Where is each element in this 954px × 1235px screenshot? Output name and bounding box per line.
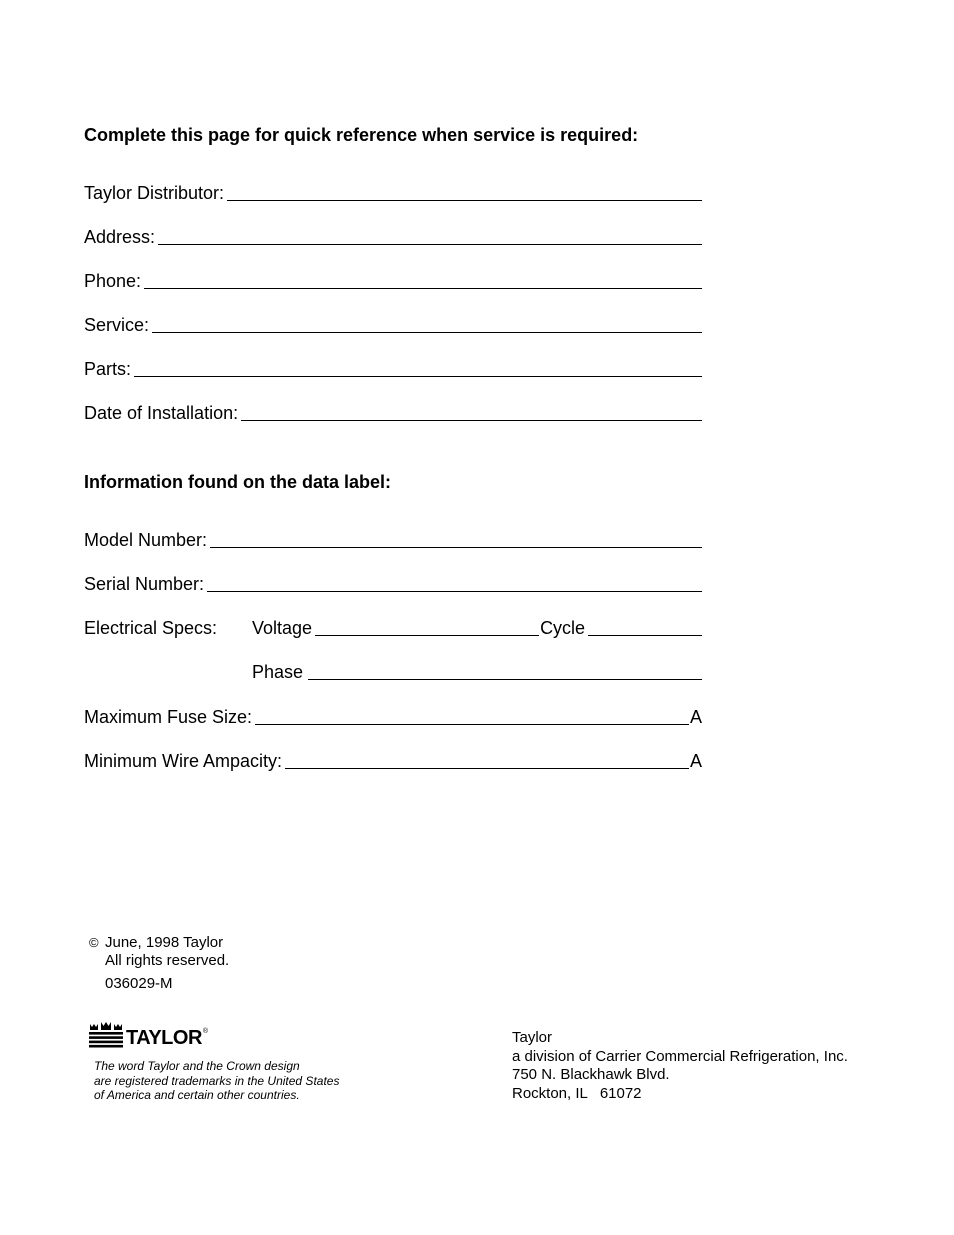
min-wire-ampacity-row: [84, 746, 702, 772]
address-line: Rockton, IL 61072: [512, 1084, 642, 1102]
voltage-field[interactable]: [315, 613, 539, 636]
taylor-distributor-label: Taylor Distributor:: [84, 183, 225, 203]
max-fuse-size-field[interactable]: [255, 702, 689, 725]
address-line: 750 N. Blackhawk Blvd.: [512, 1066, 670, 1083]
taylor-distributor-field[interactable]: [227, 178, 702, 201]
parts-row: [84, 354, 702, 380]
trademark-notice: [94, 1059, 339, 1103]
copyright-line: June, 1998 Taylor: [105, 934, 224, 951]
phase-label: Phase: [252, 662, 304, 682]
taylor-logo: [89, 1022, 208, 1048]
model-number-field[interactable]: [210, 525, 702, 548]
phase-row: [252, 657, 702, 683]
address-line: a division of Carrier Commercial Refrigeration, Inc.: [512, 1047, 848, 1065]
parts-label: Parts:: [84, 359, 132, 379]
registered-mark: ®: [202, 1028, 209, 1035]
serial-number-field[interactable]: [207, 569, 702, 592]
document-number: 036029-M: [105, 975, 173, 992]
address-label: Address:: [84, 227, 156, 247]
min-wire-ampacity-field[interactable]: [285, 746, 689, 769]
trademark-line: The word Taylor and the Crown design: [94, 1059, 300, 1073]
parts-field[interactable]: [134, 354, 702, 377]
service-heading: Complete this page for quick reference when service is required:: [84, 125, 639, 145]
service-field[interactable]: [152, 310, 702, 333]
min-wire-ampacity-label: Minimum Wire Ampacity:: [84, 751, 283, 771]
company-address: [512, 1029, 848, 1103]
electrical-specs-label: Electrical Specs:: [84, 618, 218, 638]
date-of-installation-row: [84, 398, 702, 424]
serial-number-row: [84, 569, 702, 595]
copyright-symbol: ©: [89, 935, 99, 950]
model-number-row: [84, 525, 702, 551]
max-fuse-size-unit: A: [689, 707, 702, 727]
min-wire-ampacity-unit: A: [689, 751, 702, 771]
crown-icon: [89, 1022, 123, 1048]
address-row: [84, 222, 702, 248]
model-number-label: Model Number:: [84, 530, 208, 550]
service-row: [84, 310, 702, 336]
copyright-block: [89, 934, 229, 970]
max-fuse-size-label: Maximum Fuse Size:: [84, 707, 253, 727]
serial-number-label: Serial Number:: [84, 574, 205, 594]
address-field[interactable]: [158, 222, 702, 245]
cycle-field[interactable]: [588, 613, 702, 636]
rights-line: All rights reserved.: [105, 952, 230, 969]
trademark-line: are registered trademarks in the United States: [94, 1073, 340, 1088]
taylor-distributor-row: [84, 178, 702, 204]
date-of-installation-field[interactable]: [241, 398, 702, 421]
phone-label: Phone:: [84, 271, 142, 291]
phone-row: [84, 266, 702, 292]
logo-wordmark: TAYLOR: [126, 1027, 202, 1049]
data-label-heading: Information found on the data label:: [84, 472, 391, 492]
voltage-label: Voltage: [252, 618, 313, 638]
trademark-line: of America and certain other countries.: [94, 1088, 300, 1102]
address-line: Taylor: [512, 1029, 553, 1046]
max-fuse-size-row: [84, 702, 702, 728]
phase-field[interactable]: [308, 657, 702, 680]
service-label: Service:: [84, 315, 150, 335]
electrical-specs-row: [84, 613, 702, 639]
cycle-label: Cycle: [540, 618, 586, 638]
date-of-installation-label: Date of Installation:: [84, 403, 239, 423]
phone-field[interactable]: [144, 266, 702, 289]
